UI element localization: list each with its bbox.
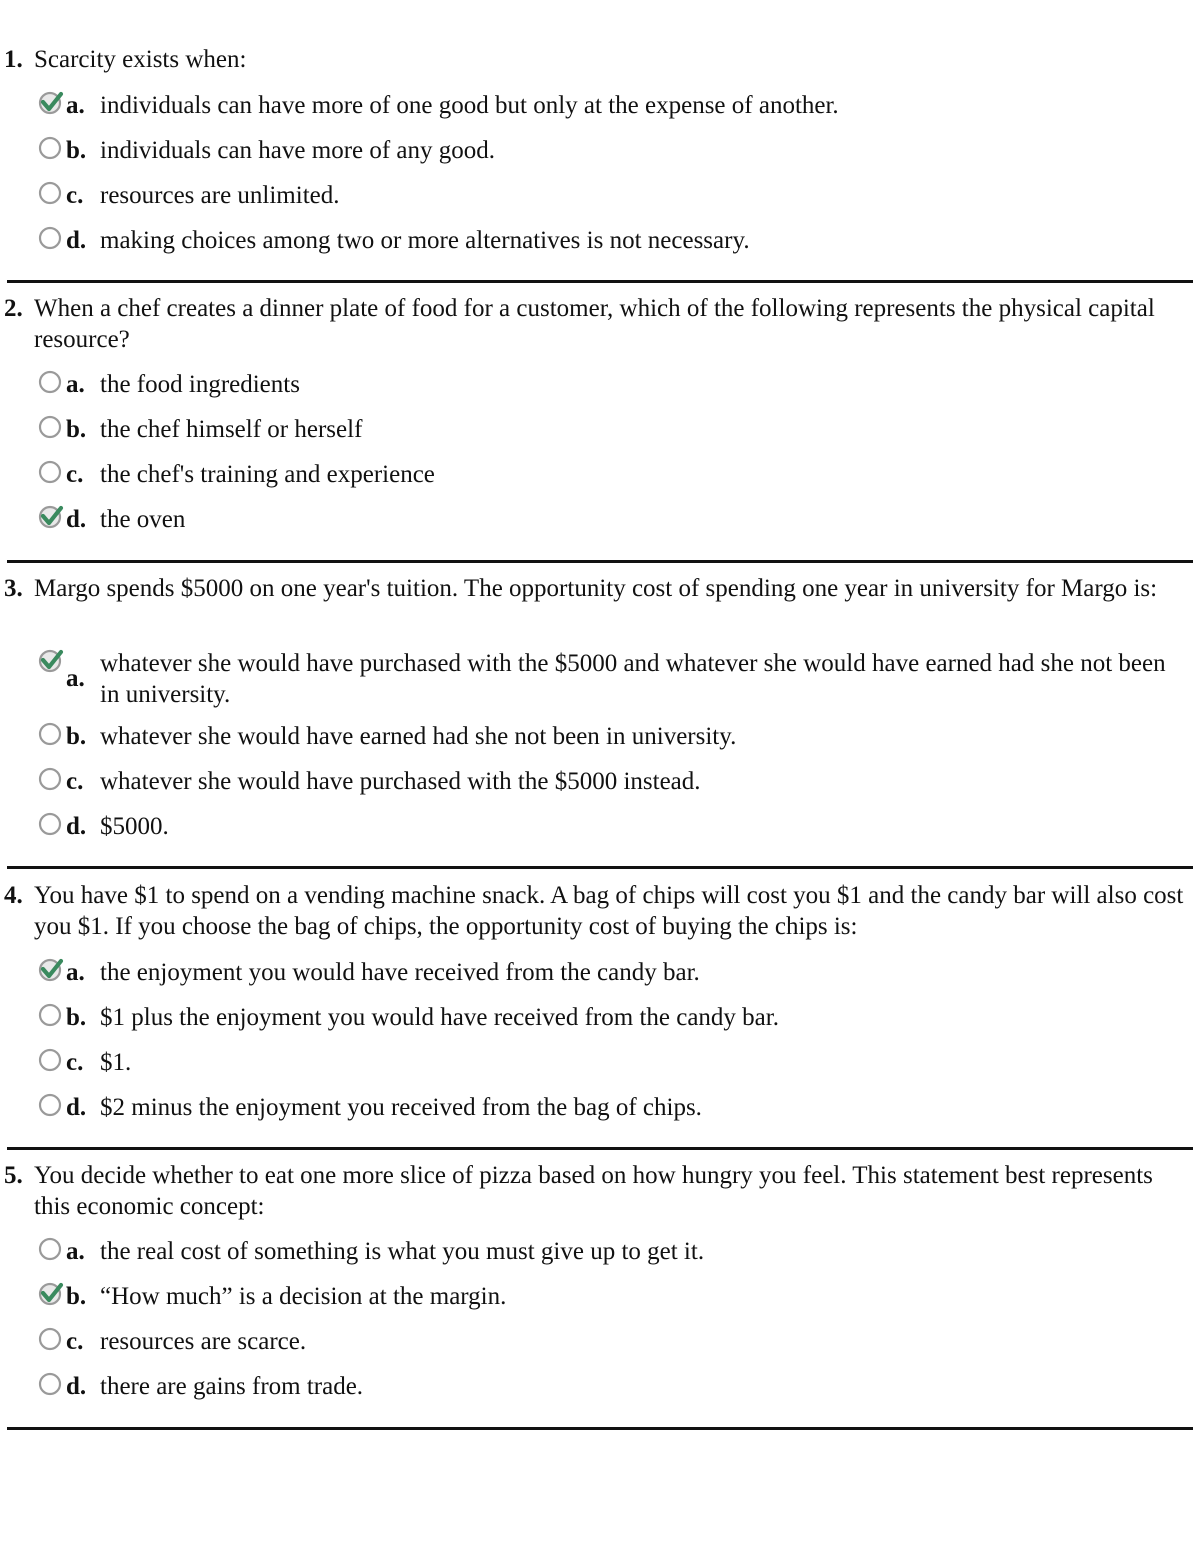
question-text: You have $1 to spend on a vending machine snack. A bag of chips will cost you $1 and the candy bar will also cost you $1. If you choose the bag of chips, the opportunity cost of buying the chips is: — [34, 882, 1184, 940]
option-text: resources are unlimited. — [100, 182, 340, 209]
check-circle-icon[interactable] — [38, 648, 62, 672]
answer-option-d[interactable] — [0, 1371, 1200, 1411]
answer-option-d[interactable] — [0, 225, 1200, 265]
option-text: whatever she would have purchased with the $5000 instead. — [100, 768, 701, 795]
answer-option-b[interactable] — [0, 721, 1200, 761]
answer-option-c[interactable] — [0, 1326, 1200, 1366]
option-letter: c. — [66, 1328, 84, 1355]
option-text: the chef's training and experience — [100, 461, 435, 488]
option-text: the food ingredients — [100, 371, 300, 398]
question-divider — [7, 1147, 1193, 1150]
check-circle-icon[interactable] — [38, 90, 62, 114]
option-letter: a. — [66, 665, 85, 692]
question-text: Margo spends $5000 on one year's tuition. The opportunity cost of spending one year in university for Margo is: — [34, 575, 1158, 602]
option-text: whatever she would have earned had she not been in university. — [100, 723, 737, 750]
empty-radio-icon[interactable] — [38, 414, 62, 438]
option-text: whatever she would have purchased with the $5000 and whatever she would have earned had she not been in university. — [100, 650, 1166, 708]
option-text: making choices among two or more alternatives is not necessary. — [100, 227, 750, 254]
empty-radio-icon[interactable] — [38, 721, 62, 745]
empty-radio-icon[interactable] — [38, 1047, 62, 1071]
option-text: resources are scarce. — [100, 1328, 307, 1355]
option-letter: d. — [66, 813, 87, 840]
question-number: 3. — [4, 575, 23, 602]
question-divider — [7, 866, 1193, 869]
option-text: $2 minus the enjoyment you received from the bag of chips. — [100, 1094, 702, 1121]
option-text: $1 plus the enjoyment you would have received from the candy bar. — [100, 1004, 779, 1031]
answer-option-c[interactable] — [0, 180, 1200, 220]
answer-option-a[interactable] — [0, 1236, 1200, 1276]
option-letter: a. — [66, 92, 85, 119]
option-text: $5000. — [100, 813, 169, 840]
answer-option-c[interactable] — [0, 1047, 1200, 1087]
answer-option-a[interactable] — [0, 957, 1200, 997]
answer-option-b[interactable] — [0, 135, 1200, 175]
question-number: 2. — [4, 295, 23, 322]
answer-option-a[interactable] — [0, 648, 1200, 708]
answer-option-d[interactable] — [0, 1092, 1200, 1132]
empty-radio-icon[interactable] — [38, 459, 62, 483]
question-divider — [7, 1427, 1193, 1430]
option-text: the chef himself or herself — [100, 416, 363, 443]
answer-option-c[interactable] — [0, 459, 1200, 499]
check-circle-icon[interactable] — [38, 504, 62, 528]
option-text: there are gains from trade. — [100, 1373, 364, 1400]
option-letter: b. — [66, 1004, 87, 1031]
check-circle-icon[interactable] — [38, 957, 62, 981]
option-letter: a. — [66, 371, 85, 398]
option-letter: d. — [66, 1094, 87, 1121]
empty-radio-icon[interactable] — [38, 135, 62, 159]
option-letter: c. — [66, 182, 84, 209]
option-text: individuals can have more of any good. — [100, 137, 496, 164]
option-letter: b. — [66, 723, 87, 750]
empty-radio-icon[interactable] — [38, 225, 62, 249]
empty-radio-icon[interactable] — [38, 811, 62, 835]
option-text: individuals can have more of one good but only at the expense of another. — [100, 92, 839, 119]
option-text: “How much” is a decision at the margin. — [100, 1283, 507, 1310]
question-divider — [7, 280, 1193, 283]
answer-option-b[interactable] — [0, 1002, 1200, 1042]
answer-option-c[interactable] — [0, 766, 1200, 806]
empty-radio-icon[interactable] — [38, 1092, 62, 1116]
option-letter: a. — [66, 1238, 85, 1265]
option-text: $1. — [100, 1049, 132, 1076]
answer-option-a[interactable] — [0, 369, 1200, 409]
empty-radio-icon[interactable] — [38, 1326, 62, 1350]
empty-radio-icon[interactable] — [38, 1002, 62, 1026]
option-text: the oven — [100, 506, 186, 533]
answer-option-b[interactable] — [0, 1281, 1200, 1321]
option-letter: a. — [66, 959, 85, 986]
option-letter: c. — [66, 1049, 84, 1076]
empty-radio-icon[interactable] — [38, 369, 62, 393]
empty-radio-icon[interactable] — [38, 1236, 62, 1260]
question-divider — [7, 560, 1193, 563]
option-text: the enjoyment you would have received from the candy bar. — [100, 959, 700, 986]
option-letter: b. — [66, 137, 87, 164]
answer-option-d[interactable] — [0, 504, 1200, 544]
question-number: 1. — [4, 46, 23, 73]
question-text: When a chef creates a dinner plate of food for a customer, which of the following represents the physical capital resource? — [34, 295, 1155, 353]
empty-radio-icon[interactable] — [38, 1371, 62, 1395]
option-letter: b. — [66, 416, 87, 443]
option-text: the real cost of something is what you must give up to get it. — [100, 1238, 705, 1265]
option-letter: c. — [66, 768, 84, 795]
question-text: Scarcity exists when: — [34, 46, 247, 73]
empty-radio-icon[interactable] — [38, 180, 62, 204]
answer-option-a[interactable] — [0, 90, 1200, 130]
empty-radio-icon[interactable] — [38, 766, 62, 790]
option-letter: b. — [66, 1283, 87, 1310]
question-number: 5. — [4, 1162, 23, 1189]
question-text: You decide whether to eat one more slice of pizza based on how hungry you feel. This statement best represents this economic concept: — [34, 1162, 1153, 1220]
option-letter: d. — [66, 1373, 87, 1400]
check-circle-icon[interactable] — [38, 1281, 62, 1305]
option-letter: d. — [66, 227, 87, 254]
option-letter: c. — [66, 461, 84, 488]
answer-option-b[interactable] — [0, 414, 1200, 454]
option-letter: d. — [66, 506, 87, 533]
question-number: 4. — [4, 882, 23, 909]
answer-option-d[interactable] — [0, 811, 1200, 851]
